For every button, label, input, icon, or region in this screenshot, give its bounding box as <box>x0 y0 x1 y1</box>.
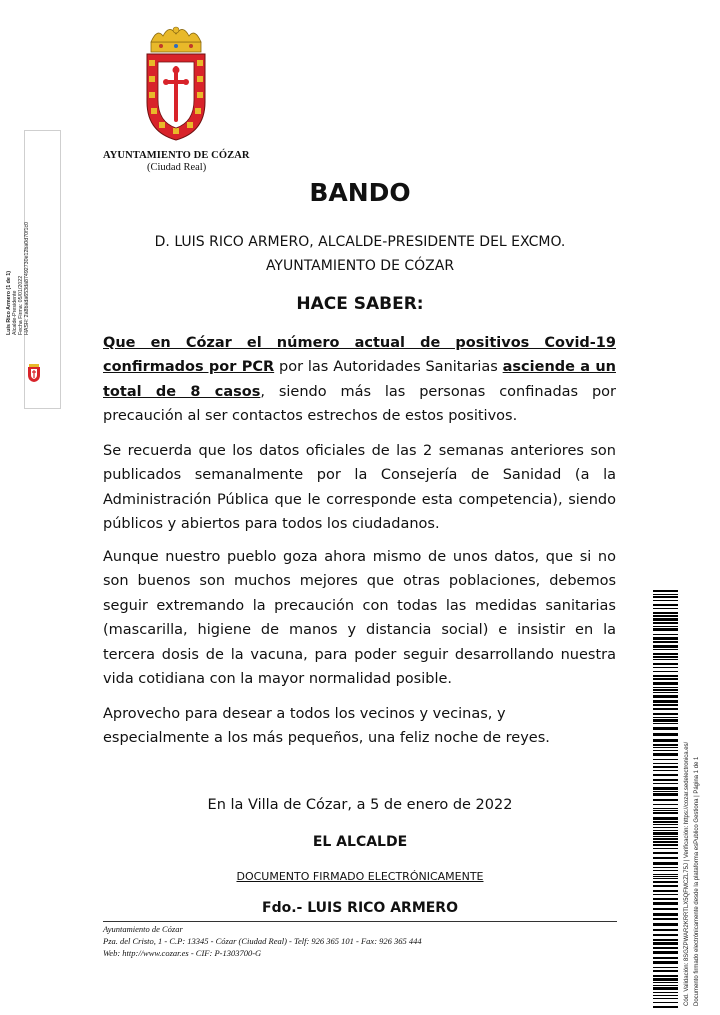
barcode-bar <box>653 836 678 837</box>
barcode-bar <box>653 596 678 598</box>
barcode-bar <box>653 951 678 954</box>
barcode-bar <box>653 812 678 814</box>
barcode-bar <box>653 766 678 768</box>
barcode-bar <box>653 622 678 624</box>
barcode-bar <box>653 848 678 849</box>
electronic-signature-note: DOCUMENTO FIRMADO ELECTRÓNICAMENTE <box>236 870 484 883</box>
barcode-bar <box>653 985 678 986</box>
barcode-bar <box>653 874 678 875</box>
paragraph-official-data: Se recuerda que los datos oficiales de las 2 semanas anteriores son publicados semanalmente por la Consejería de Sanidad (a la Administración Pública que le corresponde esta competencia), siendo públicos y abiertos para todos los ciudadanos. <box>103 443 616 533</box>
barcode-bar <box>653 671 678 672</box>
barcode-bar <box>653 779 678 781</box>
barcode-bar <box>653 830 678 831</box>
barcode-bar <box>653 998 678 999</box>
barcode-bar <box>653 967 678 968</box>
highlight-positives: Que en Cózar el número actual de positivos Covid-19 confirmados por PCR <box>103 335 616 376</box>
barcode-bar <box>653 747 678 748</box>
barcode-bar <box>653 713 678 715</box>
section-heading: HACE SABER: <box>296 294 424 314</box>
barcode-bar <box>653 637 678 640</box>
barcode-bar <box>653 978 678 981</box>
barcode-bar <box>653 717 678 718</box>
footer-address: Pza. del Cristo, 1 - C.P: 13345 - Cózar (Ciudad Real) - Telf: 926 365 101 - Fax: 926 365 444 <box>103 936 422 946</box>
barcode-bar <box>653 628 678 631</box>
paragraph-precautions: Aunque nuestro pueblo goza ahora mismo de unos datos, que si no son buenos son muchos mejores que otras poblaciones, debemos seguir extremando la precaución con todas las medidas sanitarias (mascarilla, higiene de manos y distancia social) e insistir en la tercera dosis de la vacuna, para poder seguir desarrollando nuestra vida cotidiana con la mayor normalidad posible. <box>103 549 616 688</box>
barcode-bar <box>653 590 678 592</box>
stamp-role: Alcalde-Presidente <box>12 290 18 335</box>
barcode-bar <box>653 913 678 916</box>
stamp-signer: Luis Rico Armero (1 de 1) <box>6 271 12 335</box>
barcode-bar <box>653 608 678 609</box>
paragraph-text: por las Autoridades Sanitarias <box>274 359 503 376</box>
paragraph-text: , siendo más las personas confinadas por precaución al ser contactos estrechos de estos positivos. <box>103 383 616 425</box>
barcode-bar <box>653 708 678 710</box>
barcode-bar <box>653 750 678 751</box>
barcode-bar <box>653 634 678 635</box>
platform-signature-text: Documento firmado electrónicamente desde la plataforma esPublico Gestiona | Página 1 de 1 <box>694 756 700 1006</box>
paragraph-greeting: Aprovecho para desear a todos los vecinos y vecinas, y especialmente a los más pequeños, una feliz noche de reyes. <box>103 706 550 747</box>
barcode-bar <box>653 783 678 784</box>
barcode-bar <box>653 918 678 920</box>
signatory-title: EL ALCALDE <box>312 834 408 850</box>
barcode-bar <box>653 808 678 809</box>
signature-stamp-text <box>6 222 30 335</box>
barcode-bar <box>653 862 678 865</box>
barcode-bar <box>653 852 678 854</box>
barcode-bar <box>653 870 678 871</box>
barcode-bar <box>653 898 678 900</box>
barcode-bar <box>653 970 678 972</box>
signatory-name: Fdo.- LUIS RICO ARMERO <box>262 900 458 916</box>
barcode-bar <box>653 791 678 792</box>
barcode-bar <box>653 1002 678 1003</box>
barcode-bar <box>653 923 678 926</box>
barcode-bar <box>653 817 678 820</box>
barcode-bar <box>653 942 678 945</box>
barcode-bar <box>653 656 678 658</box>
footer-org: Ayuntamiento de Cózar <box>103 924 183 934</box>
barcode-bar <box>653 857 678 859</box>
barcode-bar <box>653 604 678 606</box>
barcode-bar <box>653 641 678 643</box>
barcode-bar <box>653 687 678 688</box>
barcode-bar <box>653 982 678 983</box>
barcode-bar <box>653 804 678 805</box>
barcode-bar <box>653 626 678 627</box>
barcode-bar <box>653 645 678 648</box>
document-title: BANDO <box>309 178 411 207</box>
barcode-bar <box>653 739 678 742</box>
highlight-total-cases: asciende a un total de 8 casos <box>103 359 616 400</box>
barcode-bar <box>653 867 678 868</box>
barcode-bar <box>653 894 678 895</box>
barcode-bar <box>653 827 678 828</box>
place-and-date: En la Villa de Cózar, a 5 de enero de 2022 <box>207 797 513 813</box>
barcode-bar <box>653 753 678 756</box>
barcode-bar <box>653 615 678 617</box>
barcode-bar <box>653 957 678 959</box>
coat-of-arms-logo <box>143 24 209 142</box>
barcode-bar <box>653 649 678 650</box>
organization-region: (Ciudad Real) <box>147 162 207 173</box>
barcode-bar <box>653 961 678 964</box>
barcode-bar <box>653 793 678 796</box>
barcode-bar <box>653 774 678 776</box>
barcode-bar <box>653 663 678 665</box>
barcode-bar <box>653 744 678 746</box>
paragraph-positives <box>103 331 616 429</box>
barcode-bar <box>653 600 678 601</box>
barcode-bar <box>653 682 678 685</box>
barcode-bar <box>653 763 678 764</box>
barcode-bar <box>653 1006 678 1008</box>
barcode-bar <box>653 719 678 722</box>
barcode-bar <box>653 704 678 706</box>
barcode-bar <box>653 987 678 990</box>
barcode-bar <box>653 838 678 840</box>
barcode-bar <box>653 787 678 790</box>
barcode-bar <box>653 902 678 905</box>
barcode-bar <box>653 939 678 941</box>
barcode-bar <box>653 733 678 736</box>
barcode-bar <box>653 841 678 843</box>
barcode-bar <box>653 692 678 693</box>
barcode-bar <box>653 908 678 910</box>
barcode-bar <box>653 618 678 621</box>
barcode-bar <box>653 727 678 730</box>
barcode-bar <box>653 689 678 691</box>
barcode-bar <box>653 821 678 823</box>
barcode-bar <box>653 799 678 801</box>
barcode-bar <box>653 995 678 996</box>
stamp-date: Fecha Firma: 05/01/2022 <box>18 275 24 335</box>
barcode-bar <box>653 929 678 931</box>
barcode-bar <box>653 770 678 771</box>
stamp-hash: HASH: 2a8bada653da87492730e12ba0d70f1c0 <box>24 221 30 335</box>
barcode-bar <box>653 612 678 614</box>
barcode-bar <box>653 992 678 993</box>
validation-code-text: Cód. Validación: 8SGZPWAR2KRRTLX5QFMCZL75J | Verificación: https://cozar.sedelectronica.es/ <box>684 741 690 1006</box>
barcode-bar <box>653 667 678 668</box>
barcode-bar <box>653 975 678 977</box>
mayor-heading-line2: AYUNTAMIENTO DE CÓZAR <box>265 258 455 274</box>
barcode-bar <box>653 878 678 879</box>
barcode-bar <box>653 881 678 883</box>
barcode-bar <box>653 885 678 887</box>
barcode-bar <box>653 653 678 655</box>
organization-name: AYUNTAMIENTO DE CÓZAR <box>103 150 250 161</box>
barcode-bar <box>653 675 678 677</box>
barcode-bar <box>653 810 678 811</box>
barcode-bar <box>653 844 678 846</box>
barcode-bar <box>653 947 678 949</box>
footer-divider <box>103 921 617 922</box>
barcode-bar <box>653 832 678 835</box>
barcode-bar <box>653 594 678 595</box>
barcode-bar <box>653 659 678 660</box>
validation-barcode <box>653 590 678 1008</box>
barcode-bar <box>653 876 678 877</box>
barcode-bar <box>653 890 678 892</box>
barcode-bar <box>653 678 678 680</box>
barcode-bar <box>653 700 678 703</box>
stamp-coat-icon <box>27 363 41 383</box>
barcode-bar <box>653 759 678 760</box>
footer-web: Web: http://www.cozar.es - CIF: P-1303700-G <box>103 948 262 958</box>
barcode-bar <box>653 934 678 936</box>
barcode-bar <box>653 824 678 825</box>
mayor-heading-line1: D. LUIS RICO ARMERO, ALCALDE-PRESIDENTE DEL EXCMO. <box>154 234 566 250</box>
barcode-bar <box>653 695 678 698</box>
barcode-bar <box>653 723 678 724</box>
